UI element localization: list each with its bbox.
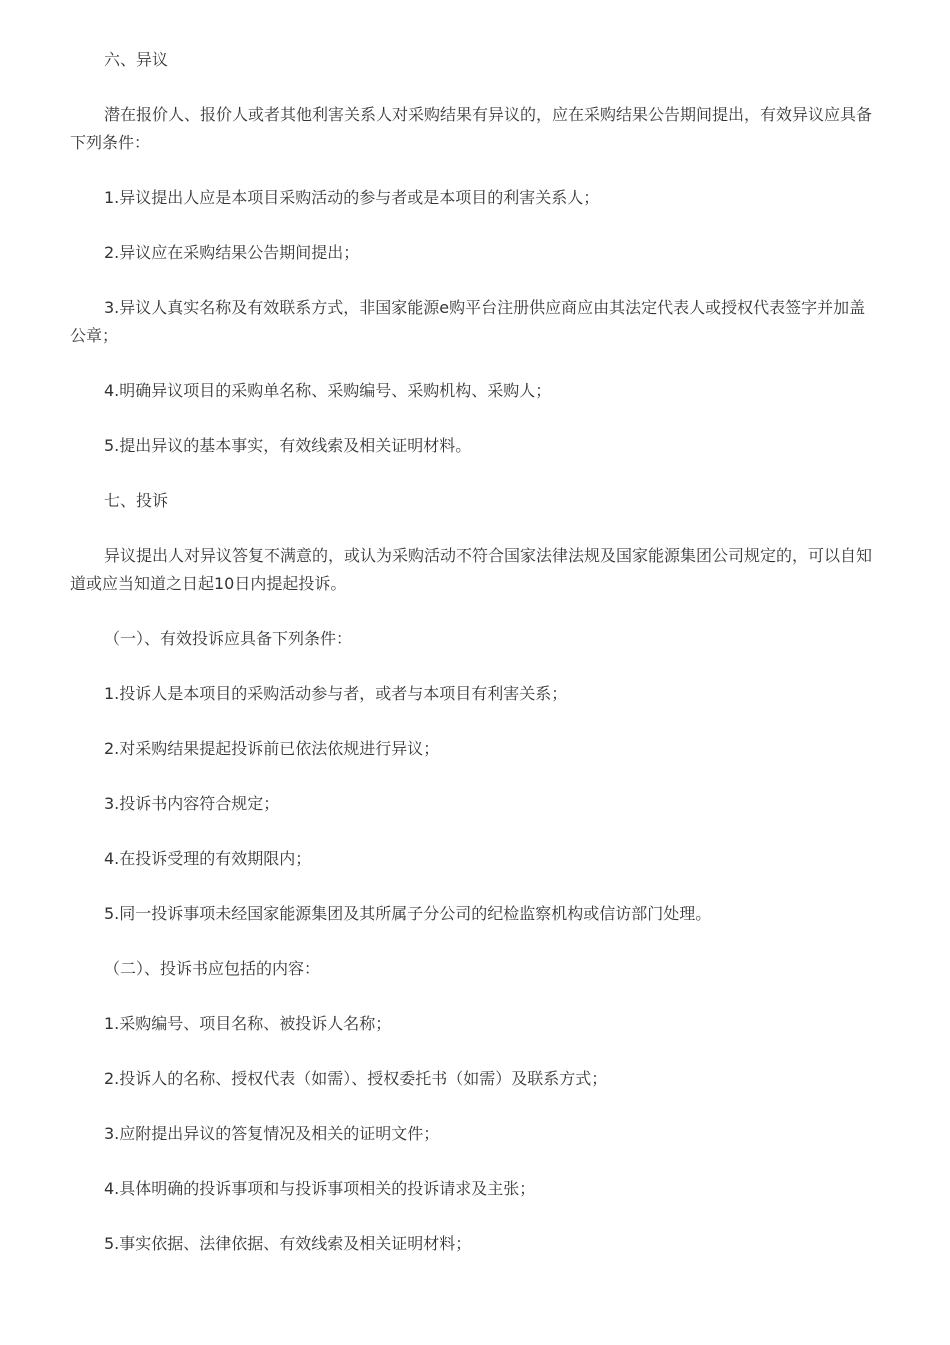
objection-item: 3.异议人真实名称及有效联系方式，非国家能源e购平台注册供应商应由其法定代表人或授权代表签字并加盖公章； (70, 298, 866, 345)
document-body (70, 46, 880, 1285)
subsection-heading-contents: （二）、投诉书应包括的内容： (104, 959, 321, 978)
objection-item: 2.异议应在采购结果公告期间提出； (104, 243, 360, 262)
complaint-content-item: 5.事实依据、法律依据、有效线索及相关证明材料； (104, 1234, 472, 1253)
complaint-content-item: 3.应附提出异议的答复情况及相关的证明文件； (104, 1124, 440, 1143)
complaint-condition-item: 1.投诉人是本项目的采购活动参与者，或者与本项目有利害关系； (104, 684, 568, 703)
objection-item: 1.异议提出人应是本项目采购活动的参与者或是本项目的利害关系人； (104, 188, 600, 207)
section-heading-objection: 六、异议 (104, 50, 169, 69)
objection-item: 5.提出异议的基本事实，有效线索及相关证明材料。 (104, 436, 472, 455)
complaint-condition-item: 4.在投诉受理的有效期限内； (104, 849, 312, 868)
complaint-condition-item: 3.投诉书内容符合规定； (104, 794, 280, 813)
subsection-heading-conditions: （一）、有效投诉应具备下列条件： (104, 629, 353, 648)
complaint-content-item: 4.具体明确的投诉事项和与投诉事项相关的投诉请求及主张； (104, 1179, 536, 1198)
objection-intro: 潜在报价人、报价人或者其他利害关系人对采购结果有异议的，应在采购结果公告期间提出，有效异议应具备下列条件： (70, 105, 873, 152)
complaint-content-item: 2.投诉人的名称、授权代表（如需）、授权委托书（如需）及联系方式； (104, 1069, 608, 1088)
objection-item: 4.明确异议项目的采购单名称、采购编号、采购机构、采购人； (104, 381, 552, 400)
complaint-intro: 异议提出人对异议答复不满意的，或认为采购活动不符合国家法律法规及国家能源集团公司规定的，可以自知道或应当知道之日起10日内提起投诉。 (70, 546, 873, 593)
complaint-condition-item: 2.对采购结果提起投诉前已依法依规进行异议； (104, 739, 440, 758)
complaint-content-item: 1.采购编号、项目名称、被投诉人名称； (104, 1014, 392, 1033)
complaint-condition-item: 5.同一投诉事项未经国家能源集团及其所属子分公司的纪检监察机构或信访部门处理。 (104, 904, 712, 923)
section-heading-complaint: 七、投诉 (104, 491, 169, 510)
